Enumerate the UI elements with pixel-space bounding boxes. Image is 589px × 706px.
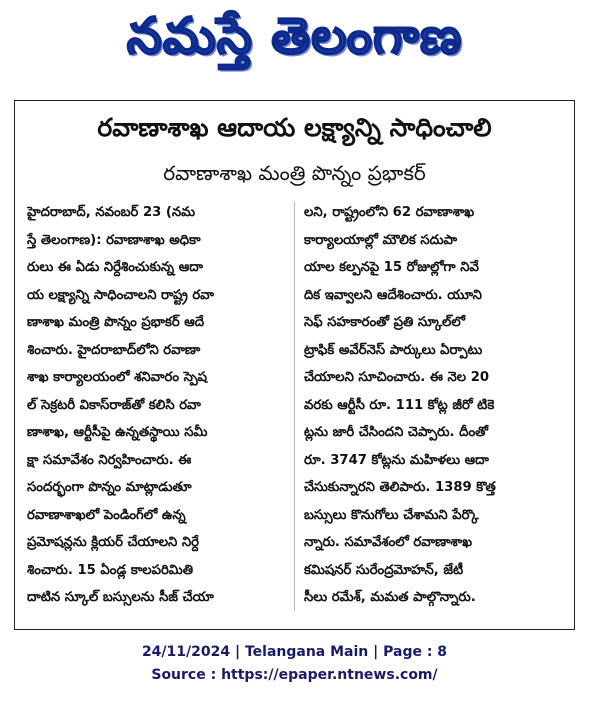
text-line: రులు ఈ ఏడు నిర్దేశించుకున్న ఆదా	[27, 260, 203, 275]
text-line: కమిషనర్ సురేంద్రమోహన్, జేటీ	[304, 562, 464, 578]
text-line: శించారు. హైదరాబాద్‌లోని రవాణా	[27, 342, 201, 358]
text-line: బస్సులు కొనుగోలు చేశామని పేర్కొ	[304, 507, 479, 523]
text-line: స్తే తెలంగాణ): రవాణాశాఖ అధికా	[27, 232, 201, 248]
text-line: చేయాలని సూచించారు. ఈ నెల 20	[304, 370, 490, 385]
masthead-logo: నమస్తే తెలంగాణ	[126, 6, 463, 65]
text-line: ణాశాఖ, ఆర్టీసీపై ఉన్నతస్థాయి సమీ	[27, 425, 208, 440]
text-line: ట్రాఫిక్ అవేర్‌నెస్ పార్కులు ఏర్పాటు	[304, 342, 483, 358]
text-line: క్షా సమావేశం నిర్వహించారు. ఈ	[27, 452, 192, 468]
masthead	[0, 4, 589, 80]
text-line: ణాశాఖ మంత్రి పొన్నం ప్రభాకర్ ఆదే	[27, 315, 205, 330]
text-line: సీలు రమేశ్, మమత పాల్గొన్నారు.	[304, 590, 476, 605]
article-column-right	[304, 199, 560, 612]
article-column-left	[27, 199, 283, 612]
text-line: దాటిన స్కూల్ బస్సులను సీజ్ చేయా	[27, 590, 214, 605]
article-headline: రవాణాశాఖ ఆదాయ లక్ష్యాన్ని సాధించాలి	[97, 113, 492, 142]
text-line: శించారు. 15 ఏండ్ల కాలపరిమితి	[27, 562, 194, 578]
footer-source: Source : https://epaper.ntnews.com/	[151, 667, 438, 683]
text-line: న్నారు. సమావేశంలో రవాణాశాఖ	[304, 535, 473, 550]
text-line: యాల కల్పనపై 15 రోజుల్లోగా నివే	[304, 260, 479, 275]
text-line: య లక్ష్యాన్ని సాధించాలని రాష్ట్ర రవా	[27, 287, 214, 303]
text-line: శాఖ కార్యాలయంలో శనివారం స్పెష	[27, 370, 208, 385]
article-subheadline: రవాణాశాఖ మంత్రి పొన్నం ప్రభాకర్	[163, 161, 426, 185]
text-line: సందర్భంగా పొన్నం మాట్లాడుతూ	[27, 480, 192, 495]
text-line: రూ. 3747 కోట్లను మహిళలు ఆదా	[304, 452, 489, 468]
text-line: దిక ఇవ్వాలని ఆదేశించారు. యూని	[304, 287, 482, 303]
text-line: హైదరాబాద్, నవంబర్ 23 (నమ	[27, 205, 196, 220]
text-line: రవాణాశాఖలో పెండింగ్‌లో ఉన్న	[27, 507, 186, 523]
text-line: సెఫ్ సహకారంతో ప్రతి స్కూల్‌లో	[304, 315, 465, 330]
text-line: చేసుకున్నారని తెలిపారు. 1389 కొత్త	[304, 480, 496, 495]
text-line: ట్లను జారీ చేసిందని చెప్పారు. దీంతో	[304, 425, 489, 440]
article-clipping	[14, 100, 575, 630]
text-line: కార్యాలయాల్లో మౌలిక సదుపా	[304, 232, 458, 248]
footer-edition-info: 24/11/2024 | Telangana Main | Page : 8	[141, 644, 448, 660]
text-line: ల్ సెక్రటరీ వికాస్‌రాజ్‌తో కలిసి రవా	[27, 397, 201, 413]
text-line: ప్రమోషన్లను క్లియర్ చేయాలని నిర్దే	[27, 535, 199, 550]
text-line: లని, రాష్ట్రంలోని 62 రవాణాశాఖ	[304, 205, 475, 220]
text-line: వరకు ఆర్టీసీ రూ. 111 కోట్ల జీరో టికె	[304, 397, 495, 413]
column-divider	[294, 201, 295, 611]
